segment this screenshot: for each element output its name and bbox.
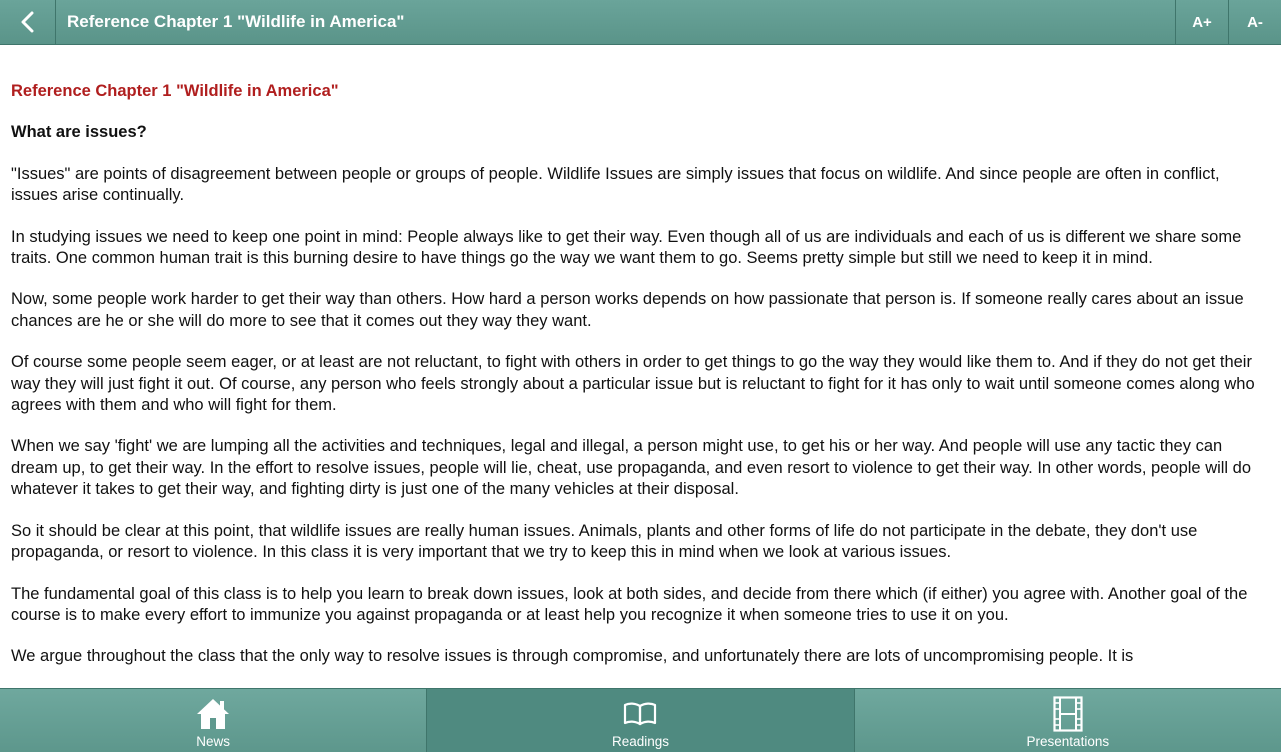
top-bar	[0, 0, 1281, 45]
paragraph: When we say 'fight' we are lumping all the activities and techniques, legal and illegal, a person might use, to get his or her way. And people will use any tactic they can dream up, to get their way. In the effort to resolve issues, people will lie, cheat, use propaganda, and even resort to violence to get their way. In other words, people will do whatever it takes to get their way, and fighting dirty is just one of the many vehicles at their disposal.	[11, 437, 1252, 499]
paragraph: In studying issues we need to keep one point in mind: People always like to get their way. Even though all of us are individuals and each of us is different we share some traits. One common human trait is this burning desire to have things go the way we want them to go. Seems pretty simple but still we need to keep it in mind.	[11, 227, 1242, 268]
paragraph: We argue throughout the class that the only way to resolve issues is through compromise, and unfortunately there are lots of uncompromising people. It is	[11, 647, 1134, 666]
chapter-heading: Reference Chapter 1 "Wildlife in America"	[11, 82, 339, 100]
tab-news[interactable]	[0, 689, 427, 752]
section-heading: What are issues?	[11, 123, 147, 142]
tab-label: News	[196, 734, 231, 749]
font-decrease-button[interactable]: A-	[1228, 0, 1281, 44]
bottom-tab-bar	[0, 688, 1281, 752]
tab-label: Readings	[611, 734, 670, 749]
home-icon	[195, 696, 231, 732]
book-icon	[622, 696, 658, 732]
page-title: Reference Chapter 1 "Wildlife in America"	[67, 12, 405, 31]
chevron-left-icon	[20, 11, 36, 33]
paragraph: "Issues" are points of disagreement between people or groups of people. Wildlife Issues are simply issues that focus on wildlife. And since people are often in conflict, issues arise continually.	[11, 164, 1220, 205]
film-icon	[1050, 696, 1086, 732]
tab-readings[interactable]	[427, 689, 854, 752]
paragraph: Now, some people work harder to get their way than others. How hard a person works depends on how passionate that person is. If someone really cares about an issue chances are he or she will do more to see that it comes out they way they want.	[11, 290, 1244, 330]
reading-content[interactable]	[0, 45, 1281, 688]
paragraph: The fundamental goal of this class is to help you learn to break down issues, look at both sides, and decide from there which (if either) you agree with. Another goal of the course is to make every effort to immunize you against propaganda or at least help you recognize it when someone tries to use it on you.	[11, 584, 1248, 624]
tab-label: Presentations	[1026, 734, 1110, 749]
back-button[interactable]	[0, 0, 56, 44]
font-increase-button[interactable]: A+	[1175, 0, 1228, 44]
paragraph: So it should be clear at this point, that wildlife issues are really human issues. Animals, plants and other forms of life do not participate in the debate, they don't use propaganda, or resort to violence. In this class it is very important that we try to keep this in mind when we look at various issues.	[11, 521, 1198, 562]
paragraph: Of course some people seem eager, or at least are not reluctant, to fight with others in order to get things to go the way they would like them to. And if they do not get their way they will just fight it out. Of course, any person who feels strongly about a particular issue but is reluctant to fight for it has only to wait until someone comes along who agrees with them and who will fight for them.	[11, 353, 1255, 415]
tab-presentations[interactable]	[855, 689, 1281, 752]
